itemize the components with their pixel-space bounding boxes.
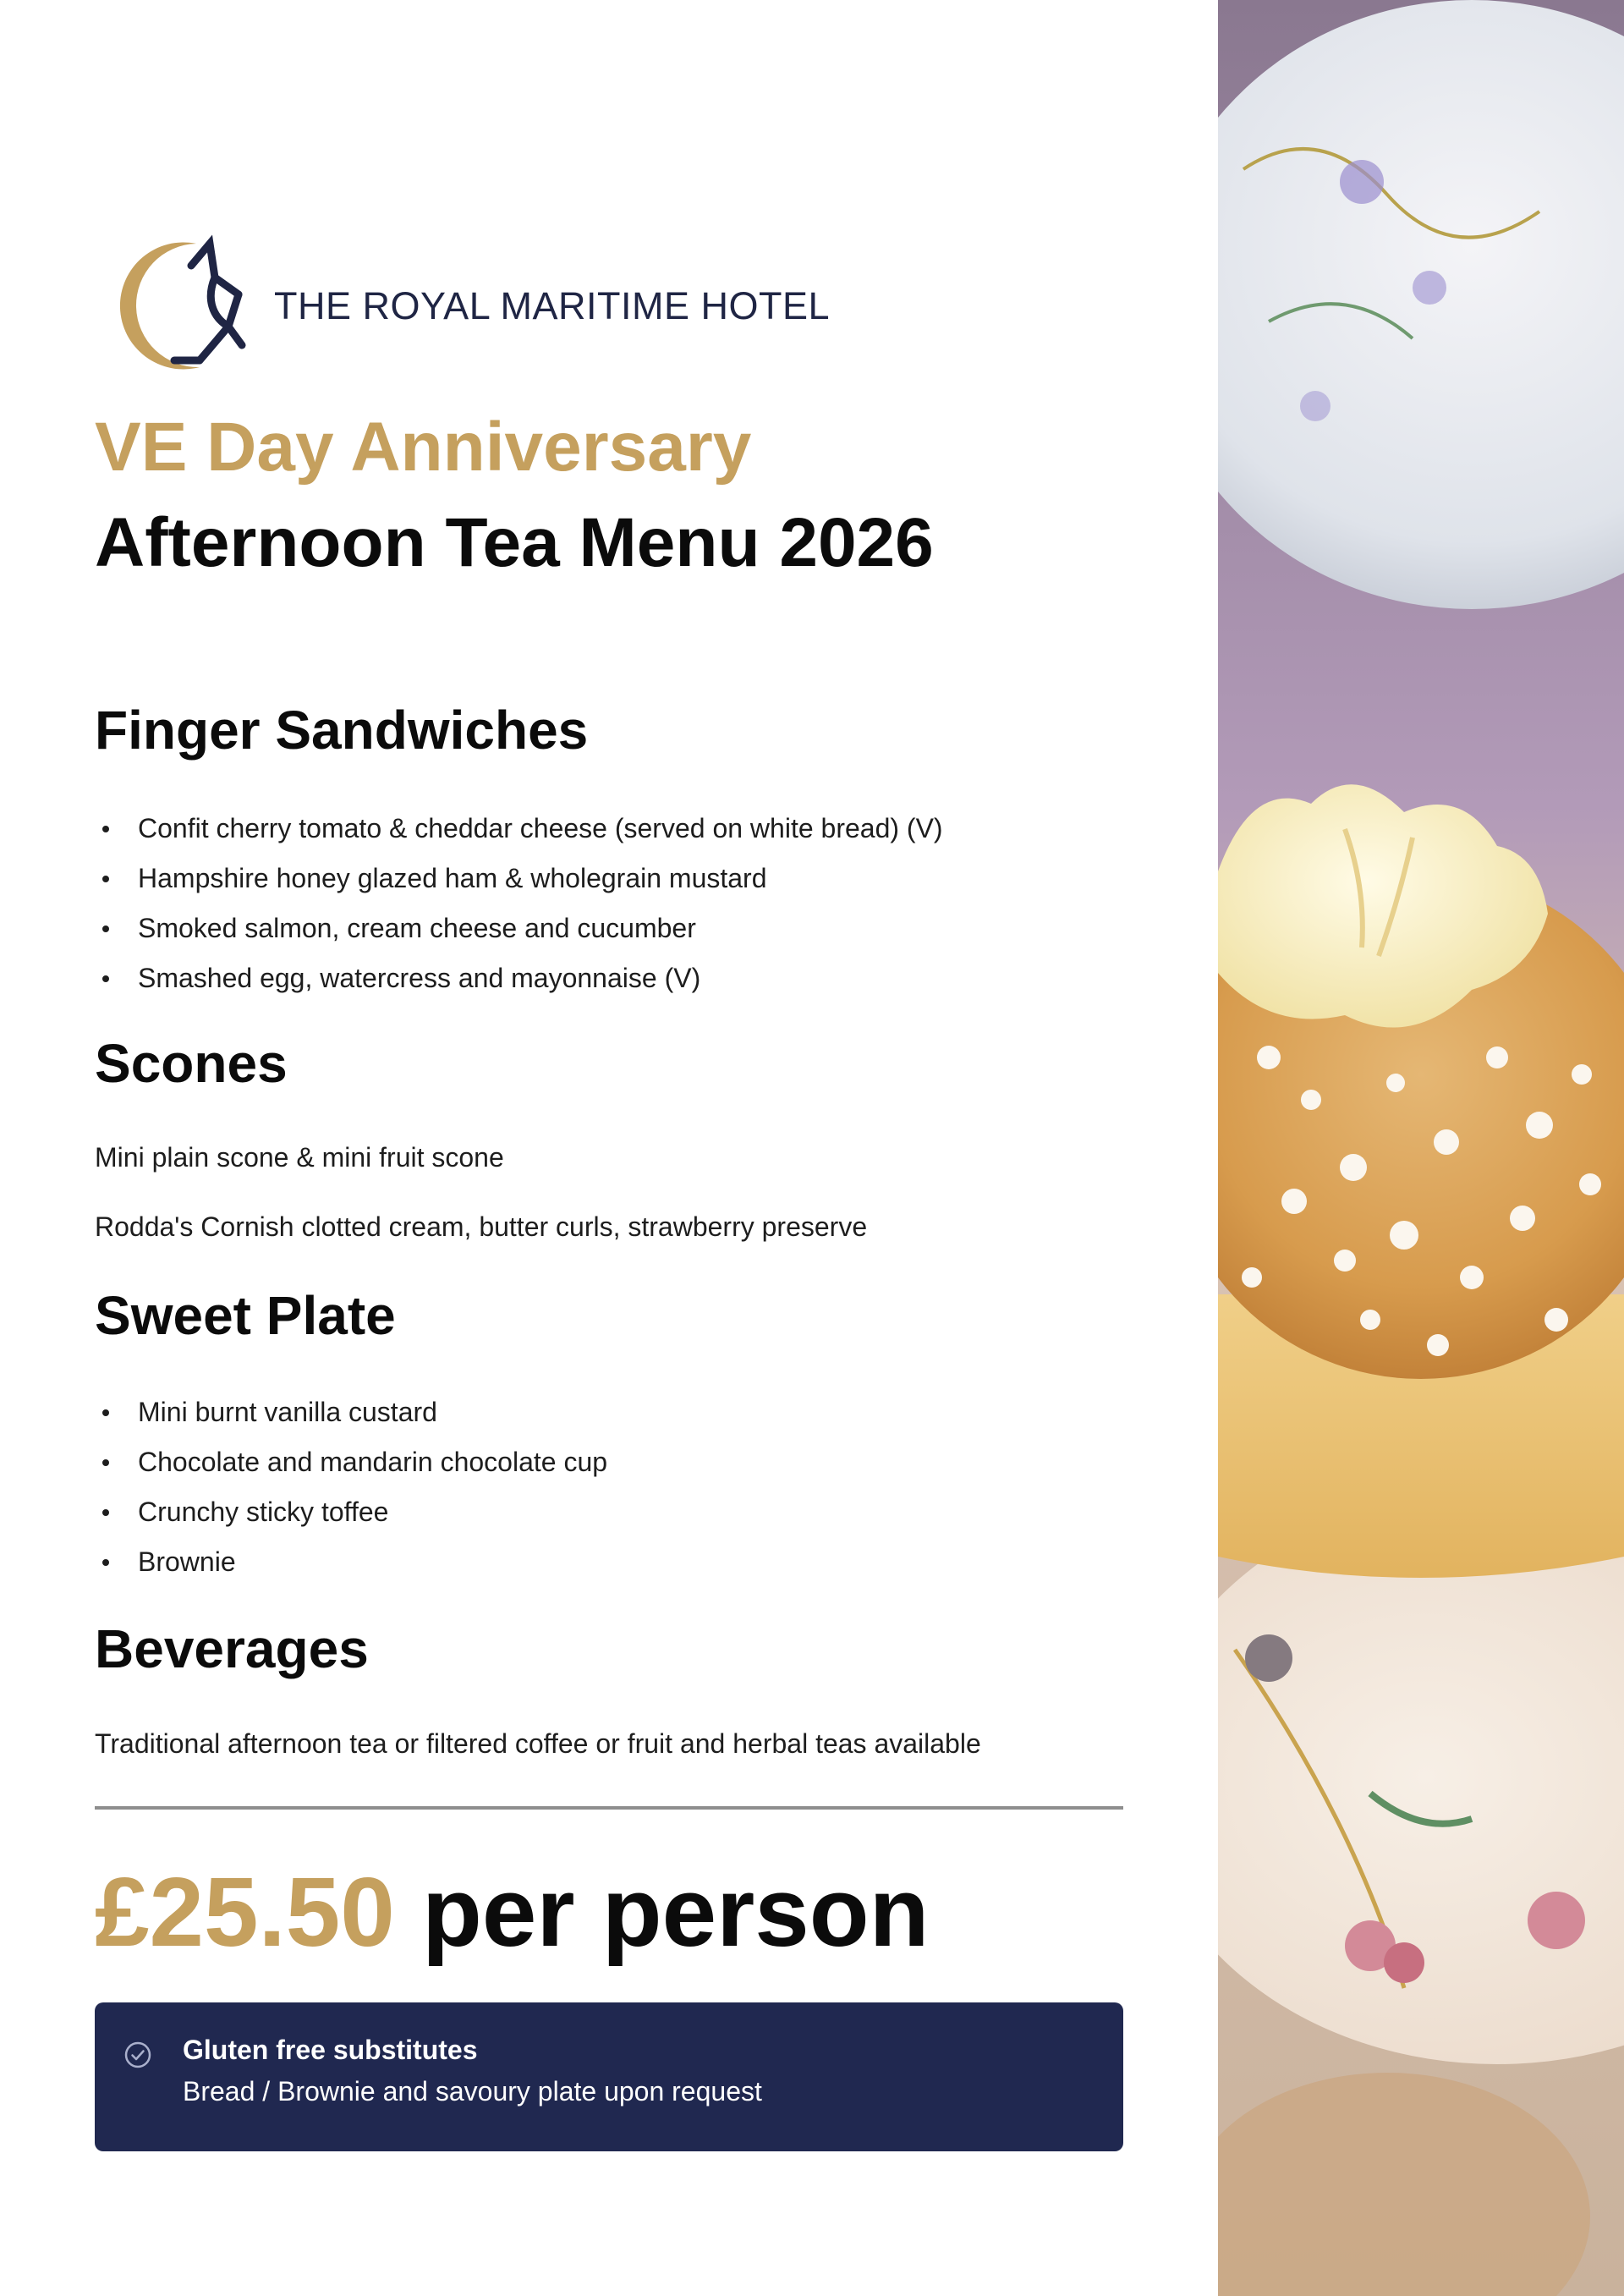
scones-line: Rodda's Cornish clotted cream, butter curls, strawberry preserve: [95, 1211, 868, 1242]
gluten-free-notice: [95, 2002, 1123, 2151]
price-suffix: per person: [422, 1857, 930, 1967]
beverages-text: Traditional afternoon tea or filtered coffee or fruit and herbal teas available: [95, 1728, 981, 1759]
list-item: Smashed egg, watercress and mayonnaise (V): [138, 953, 943, 1003]
divider: [95, 1806, 1123, 1810]
notice-title: Gluten free substitutes: [183, 2035, 478, 2065]
list-item: Hampshire honey glazed ham & wholegrain mustard: [138, 854, 943, 904]
sweet-list: [95, 1387, 607, 1587]
page-title: Afternoon Tea Menu 2026: [95, 504, 934, 581]
list-item: Confit cherry tomato & cheddar cheese (served on white bread) (V): [138, 804, 943, 854]
section-heading-beverages: Beverages: [95, 1618, 369, 1679]
section-heading-sandwiches: Finger Sandwiches: [95, 700, 589, 761]
notice-text: Bread / Brownie and savoury plate upon request: [183, 2076, 762, 2106]
list-item: Smoked salmon, cream cheese and cucumber: [138, 904, 943, 953]
price-row: [95, 1844, 930, 1980]
compass-crescent-logo-icon: [115, 233, 259, 377]
list-item: Brownie: [138, 1537, 607, 1587]
hotel-name: THE ROYAL MARITIME HOTEL: [274, 284, 831, 327]
list-item: Chocolate and mandarin chocolate cup: [138, 1437, 607, 1487]
sandwich-list: [95, 804, 943, 1003]
hotel-logo: [115, 233, 842, 377]
section-heading-sweet: Sweet Plate: [95, 1285, 396, 1346]
section-heading-scones: Scones: [95, 1033, 288, 1094]
list-item: Crunchy sticky toffee: [138, 1487, 607, 1537]
price: £25.50: [95, 1857, 395, 1967]
title-accent: VE Day Anniversary: [95, 409, 752, 486]
scones-line: Mini plain scone & mini fruit scone: [95, 1142, 504, 1173]
check-circle-icon: [123, 2041, 152, 2069]
afternoon-tea-cake-photo: [1218, 0, 1624, 2296]
list-item: Mini burnt vanilla custard: [138, 1387, 607, 1437]
